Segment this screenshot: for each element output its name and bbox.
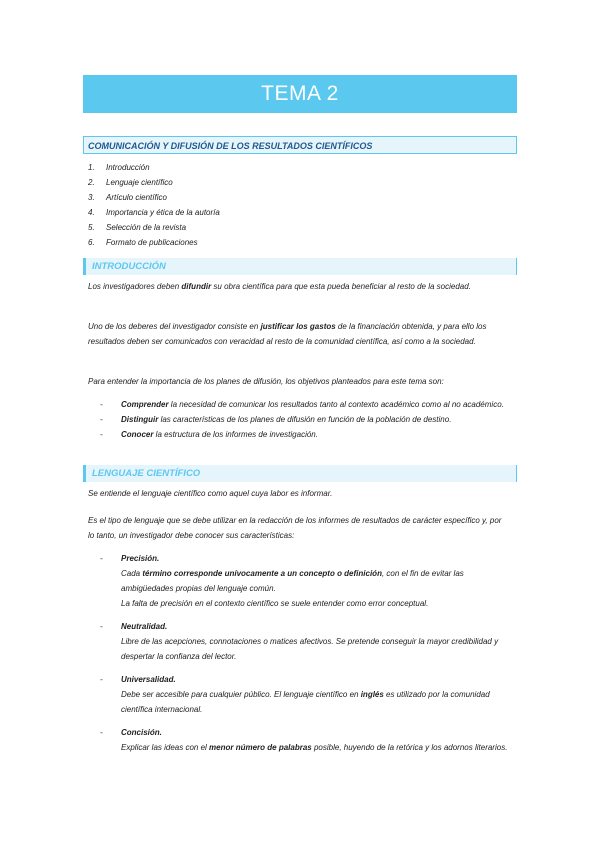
- bold-text: Comprender: [121, 400, 169, 409]
- characteristic-item: [100, 672, 510, 717]
- dash-bullet: -: [100, 728, 103, 737]
- toc-item: [88, 190, 220, 205]
- text-run: la necesidad de comunicar los resultados tanto al contexto académico como al no académico.: [168, 400, 504, 409]
- section-heading-introduccion: INTRODUCCIÓN: [83, 258, 517, 275]
- term-label: Concisión.: [121, 728, 162, 737]
- text-run: Explicar las ideas con el: [121, 743, 210, 752]
- bold-text: Distinguir: [121, 415, 159, 424]
- dash-bullet: -: [100, 415, 103, 424]
- text-run: la estructura de los informes de investigación.: [153, 430, 318, 439]
- term-description: La falta de precisión en el contexto científico se suele entender como error conceptual.: [121, 599, 429, 608]
- toc-item: [88, 160, 220, 175]
- toc-number: 5.: [88, 223, 95, 232]
- text-run: Los investigadores deben: [88, 282, 182, 291]
- term-label: Precisión.: [121, 554, 160, 563]
- text-run: Cada: [121, 569, 143, 578]
- term-description: [121, 740, 510, 755]
- dash-bullet: -: [100, 430, 103, 439]
- toc-label: Artículo científico: [106, 193, 167, 202]
- bold-text: término corresponde unívocamente a un concepto o definición: [142, 569, 382, 578]
- main-heading: COMUNICACIÓN Y DIFUSIÓN DE LOS RESULTADOS CIENTÍFICOS: [83, 136, 517, 154]
- toc-number: 3.: [88, 193, 95, 202]
- term-description: [121, 687, 510, 717]
- topic-banner: TEMA 2: [83, 75, 517, 113]
- lenguaje-paragraph-2: Es el tipo de lenguaje que se debe utilizar en la redacción de los informes de resultados de carácter específico y, por lo tanto, un investigador debe conocer sus características:: [88, 516, 502, 540]
- objectives-list: [100, 397, 510, 442]
- toc-item: [88, 175, 220, 190]
- intro-paragraph-2: [88, 319, 508, 349]
- characteristics-list: [100, 551, 510, 755]
- table-of-contents: [88, 160, 220, 250]
- text-run: , con el fin de evitar las ambigüedades propias del lenguaje común.: [121, 569, 464, 593]
- toc-number: 2.: [88, 178, 95, 187]
- objective-item: [100, 397, 510, 412]
- toc-number: 4.: [88, 208, 95, 217]
- bold-text: Conocer: [121, 430, 154, 439]
- bold-text: justificar los gastos: [260, 322, 336, 331]
- text-run: Debe ser accesible para cualquier público. El lenguaje científico en: [121, 690, 361, 699]
- bold-text: difundir: [181, 282, 212, 291]
- term-description: [121, 566, 510, 596]
- toc-label: Lenguaje científico: [106, 178, 173, 187]
- dash-bullet: -: [100, 554, 103, 563]
- toc-item: [88, 205, 220, 220]
- term-label: Neutralidad.: [121, 622, 168, 631]
- characteristic-item: [100, 551, 510, 611]
- text-run: posible, huyendo de la retórica y los adornos literarios.: [311, 743, 508, 752]
- intro-paragraph-3: Para entender la importancia de los planes de difusión, los objetivos planteados para este tema son:: [88, 377, 444, 386]
- text-run: de la financiación obtenida, y para ello los resultados deben ser comunicados con veracidad al resto de la comunidad científica, así como a la sociedad.: [88, 322, 487, 346]
- toc-label: Introducción: [106, 163, 150, 172]
- characteristic-item: [100, 619, 510, 664]
- toc-number: 6.: [88, 238, 95, 247]
- toc-item: [88, 235, 220, 250]
- toc-number: 1.: [88, 163, 95, 172]
- dash-bullet: -: [100, 400, 103, 409]
- toc-label: Importancia y ética de la autoría: [106, 208, 220, 217]
- toc-label: Formato de publicaciones: [106, 238, 198, 247]
- dash-bullet: -: [100, 675, 103, 684]
- section-heading-lenguaje: LENGUAJE CIENTÍFICO: [83, 465, 517, 482]
- term-label: Universalidad.: [121, 675, 176, 684]
- intro-paragraph-1: [88, 279, 508, 294]
- text-run: es utilizado por la comunidad científica internacional.: [121, 690, 490, 714]
- text-run: su obra científica para que esta pueda beneficiar al resto de la sociedad.: [211, 282, 471, 291]
- term-description: Libre de las acepciones, connotaciones o matices afectivos. Se pretende conseguir la mayor credibilidad y despertar la confianza del lector.: [121, 637, 499, 661]
- dash-bullet: -: [100, 622, 103, 631]
- text-run: Uno de los deberes del investigador consiste en: [88, 322, 261, 331]
- objective-item: [100, 412, 510, 427]
- toc-item: [88, 220, 220, 235]
- toc-label: Selección de la revista: [106, 223, 187, 232]
- bold-text: inglés: [360, 690, 384, 699]
- objective-item: [100, 427, 510, 442]
- bold-text: menor número de palabras: [209, 743, 312, 752]
- text-run: las características de los planes de difusión en función de la población de destino.: [158, 415, 452, 424]
- lenguaje-paragraph-1: Se entiende el lenguaje científico como aquel cuya labor es informar.: [88, 489, 333, 498]
- characteristic-item: [100, 725, 510, 755]
